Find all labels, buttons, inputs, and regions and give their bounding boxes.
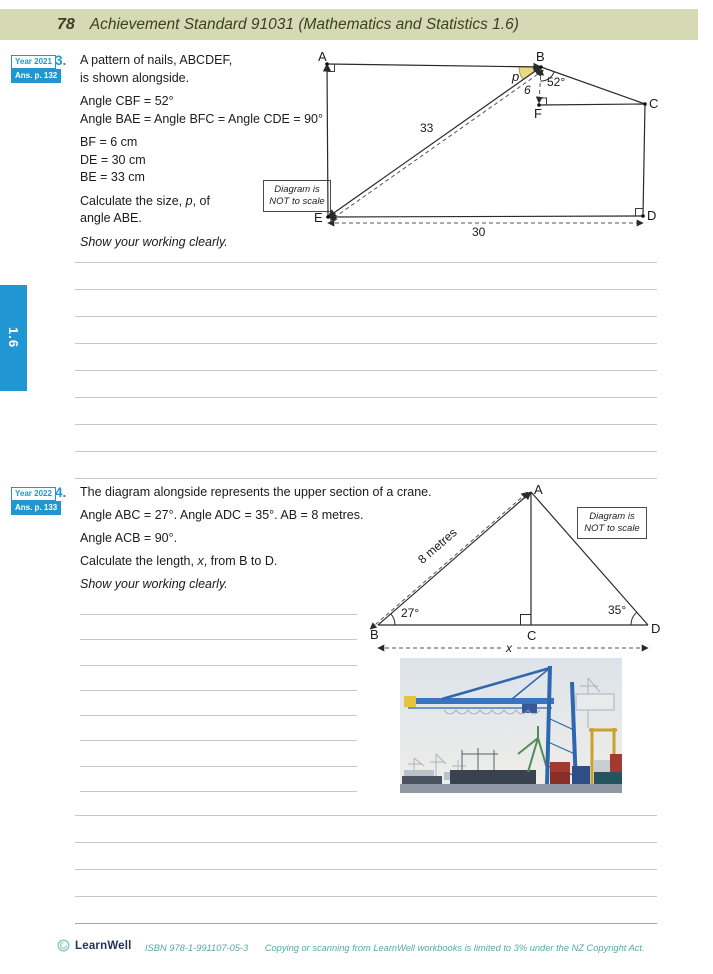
right-angle-c <box>521 615 532 626</box>
vertex-label-f: F <box>534 106 542 121</box>
measure-ba <box>370 492 528 629</box>
q4-answer-page-badge: Ans. p. 133 <box>11 501 61 515</box>
answer-line <box>75 424 657 425</box>
page-header <box>0 9 698 40</box>
vertex-label-a: A <box>318 49 327 64</box>
water <box>400 784 622 793</box>
angle-label-p: p <box>512 69 520 84</box>
answer-line <box>80 614 357 615</box>
page-title: Achievement Standard 91031 (Mathematics and Statistics 1.6) <box>89 15 519 33</box>
answer-line <box>75 316 657 317</box>
answer-line <box>80 791 357 792</box>
q3-answer-lines <box>75 262 657 479</box>
page-number: 78 <box>57 15 75 33</box>
answer-line <box>75 896 657 897</box>
q4-answer-lines <box>80 614 357 792</box>
edge-ae <box>327 64 328 217</box>
q3-task-line1: Calculate the size, p, of <box>80 193 210 208</box>
bottom-answer-lines <box>75 815 657 924</box>
q4-scale-note: Diagram is NOT to scale <box>577 507 647 539</box>
q3-given-angle2: Angle BAE = Angle BFC = Angle CDE = 90° <box>80 111 323 126</box>
side-tab-1-6: 1.6 <box>0 285 27 391</box>
edge-ab <box>327 64 541 67</box>
q3-text <box>80 52 323 251</box>
q3-given-angle1: Angle CBF = 52° <box>80 94 174 108</box>
q3-intro-line1: A pattern of nails, ABCDEF, <box>80 53 233 67</box>
edge-cd <box>643 104 645 216</box>
answer-line <box>75 923 657 924</box>
answer-line <box>75 451 657 452</box>
vertex-label-b: B <box>370 627 379 642</box>
q4-task-line: Calculate the length, x, from B to D. <box>80 554 278 568</box>
answer-line <box>75 478 657 479</box>
q3-task-variable: p <box>185 193 193 208</box>
vertex-label-a: A <box>534 483 543 497</box>
crane-photo <box>400 658 622 793</box>
footer-legal <box>145 943 645 953</box>
q3-given-len3: BE = 33 cm <box>80 170 145 184</box>
q4-given2: Angle ACB = 90°. <box>80 531 178 545</box>
length-label-ab: 8 metres <box>415 525 460 567</box>
nail-e <box>326 215 330 219</box>
vertex-label-e: E <box>314 210 323 225</box>
length-label-ed: 30 <box>472 225 486 239</box>
answer-line <box>80 665 357 666</box>
length-label-bf: 6 <box>524 83 531 97</box>
q4-year-badge: Year 2022 <box>11 487 56 501</box>
measure-be <box>330 70 543 220</box>
vertex-label-c: C <box>649 96 659 111</box>
q3-intro-line2: is shown alongside. <box>80 70 190 85</box>
angle-label-52: 52° <box>547 75 566 89</box>
answer-line <box>80 639 357 640</box>
answer-line <box>80 715 357 716</box>
answer-line <box>75 842 657 843</box>
q4-intro: The diagram alongside represents the upper section of a crane. <box>80 485 432 499</box>
q4-task-variable: x <box>197 554 204 568</box>
brand-name: LearnWell <box>75 939 132 952</box>
answer-line <box>75 262 657 263</box>
angle-35-arc <box>631 612 637 625</box>
q4-given1: Angle ABC = 27°. Angle ADC = 35°. AB = 8 metres. <box>80 508 364 522</box>
q4-working-note: Show your working clearly. <box>80 577 228 591</box>
q3-number: 3. <box>55 53 67 68</box>
right-angle-a <box>327 65 335 72</box>
answer-line <box>80 766 357 767</box>
nail-c <box>643 102 647 106</box>
q3-given-len1: BF = 6 cm <box>80 135 138 149</box>
answer-line <box>75 343 657 344</box>
edge-be <box>328 67 541 217</box>
footer-brand <box>57 939 132 952</box>
q3-scale-note: Diagram is NOT to scale <box>263 180 331 212</box>
nail-b <box>539 65 543 69</box>
q3-diagram <box>310 48 662 246</box>
answer-line <box>80 740 357 741</box>
q3-working-note: Show your working clearly. <box>80 234 228 249</box>
q3-given-len2: DE = 30 cm <box>80 152 146 167</box>
edge-fc <box>539 104 645 105</box>
vertex-label-d: D <box>651 621 660 636</box>
vertex-label-d: D <box>647 208 657 223</box>
answer-line <box>75 370 657 371</box>
learnwell-logo-icon <box>57 939 70 952</box>
angle-27-arc <box>391 614 395 625</box>
q3-task-line2: angle ABE. <box>80 211 142 225</box>
q3-year-badge: Year 2021 <box>11 55 56 69</box>
length-label-be: 33 <box>420 121 434 135</box>
edge-ed <box>328 216 643 217</box>
vertex-label-c: C <box>527 628 537 643</box>
vertex-label-b: B <box>536 49 545 64</box>
angle-label-27: 27° <box>401 606 420 620</box>
answer-line <box>75 289 657 290</box>
answer-line <box>80 690 357 691</box>
answer-line <box>75 397 657 398</box>
copyright-text: Copying or scanning from LearnWell workbooks is limited to 3% under the NZ Copyright Act. <box>264 943 645 953</box>
q4-number: 4. <box>55 485 67 500</box>
nail-d <box>641 214 645 218</box>
q3-answer-page-badge: Ans. p. 132 <box>11 69 61 83</box>
angle-label-35: 35° <box>608 603 627 617</box>
x-distance-label: x <box>506 641 512 655</box>
isbn-text: ISBN 978-1-991107-05-3 <box>145 943 249 953</box>
answer-line <box>75 869 657 870</box>
answer-line <box>75 815 657 816</box>
